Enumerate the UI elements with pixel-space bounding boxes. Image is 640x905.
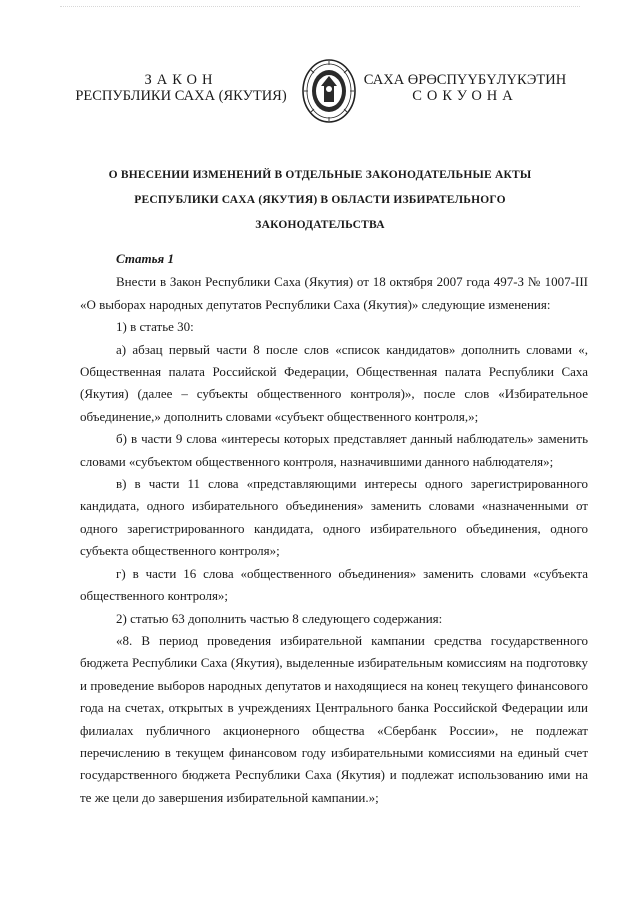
article-paragraph: г) в части 16 слова «общественного объединения» заменить словами «субъекта общественного контроля»; <box>80 565 588 604</box>
article-paragraph: Внести в Закон Республики Саха (Якутия) от 18 октября 2007 года 497-З № 1007-III «О выборах народных депутатов Республики Саха (Якутия)» следующие изменения: <box>80 274 588 312</box>
header-right <box>360 72 570 104</box>
header-right-line1: САХА ӨРӨСПҮҮБҮЛҮКЭТИН <box>363 72 567 88</box>
article-paragraph: 2) статью 63 дополнить частью 8 следующего содержания: <box>116 610 443 626</box>
law-title-line1: О ВНЕСЕНИИ ИЗМЕНЕНИЙ В ОТДЕЛЬНЫЕ ЗАКОНОДАТЕЛЬНЫЕ АКТЫ <box>108 169 532 181</box>
coat-of-arms-icon <box>301 58 357 124</box>
article-paragraph: б) в части 9 слова «интересы которых представляет данный наблюдатель» заменить словами «субъектом общественного контроля, назначившими данного наблюдателя»; <box>80 431 588 469</box>
document-body <box>80 248 588 809</box>
article-paragraph: в) в части 11 слова «представляющими интересы одного зарегистрированного кандидата, одного избирательного объединения» заменить словами «назначенными от одного зарегистрированного кандидата, одного избирательного объединения, одного субъекта общественного контроля»; <box>80 476 588 559</box>
header-left-line2: РЕСПУБЛИКИ САХА (ЯКУТИЯ) <box>75 88 287 104</box>
article-paragraph: «8. В период проведения избирательной кампании средства государственного бюджета Республики Саха (Якутия), выделенные избирательным комиссиям на подготовку и проведение выборов народных депутатов и находящиеся на конец текущего финансового года на счетах, открытых в учреждениях Центрального банка Российской Федерации или филиалах публичного акционерного общества «Сбербанк России», не подлежат перечислению в текущем финансовом году избирательными комиссиями на единый счет государственного бюджета Республики Саха (Якутия) и подлежат использованию ими на те же цели до завершения избирательной кампании.»; <box>80 632 588 805</box>
law-title-line2: РЕСПУБЛИКИ САХА (ЯКУТИЯ) В ОБЛАСТИ ИЗБИРАТЕЛЬНОГО ЗАКОНОДАТЕЛЬСТВА <box>134 194 506 231</box>
law-title <box>70 163 570 238</box>
scan-noise-line <box>60 6 580 11</box>
header-left <box>64 72 298 104</box>
article-paragraph: 1) в статье 30: <box>116 319 194 335</box>
header-left-line1: ЗАКОН <box>144 72 218 88</box>
article-heading: Статья 1 <box>116 251 174 266</box>
article-paragraph: а) абзац первый части 8 после слов «список кандидатов» дополнить словами «, Общественная палата Российской Федерации, Общественная палата Республики Саха (Якутия) (далее – субъекты общественного контроля)», после слов «Избирательное объединение,» дополнить словами «субъект общественного контроля,»; <box>80 341 588 424</box>
document-header <box>0 58 640 138</box>
header-right-line2: СОКУОНА <box>412 88 518 104</box>
